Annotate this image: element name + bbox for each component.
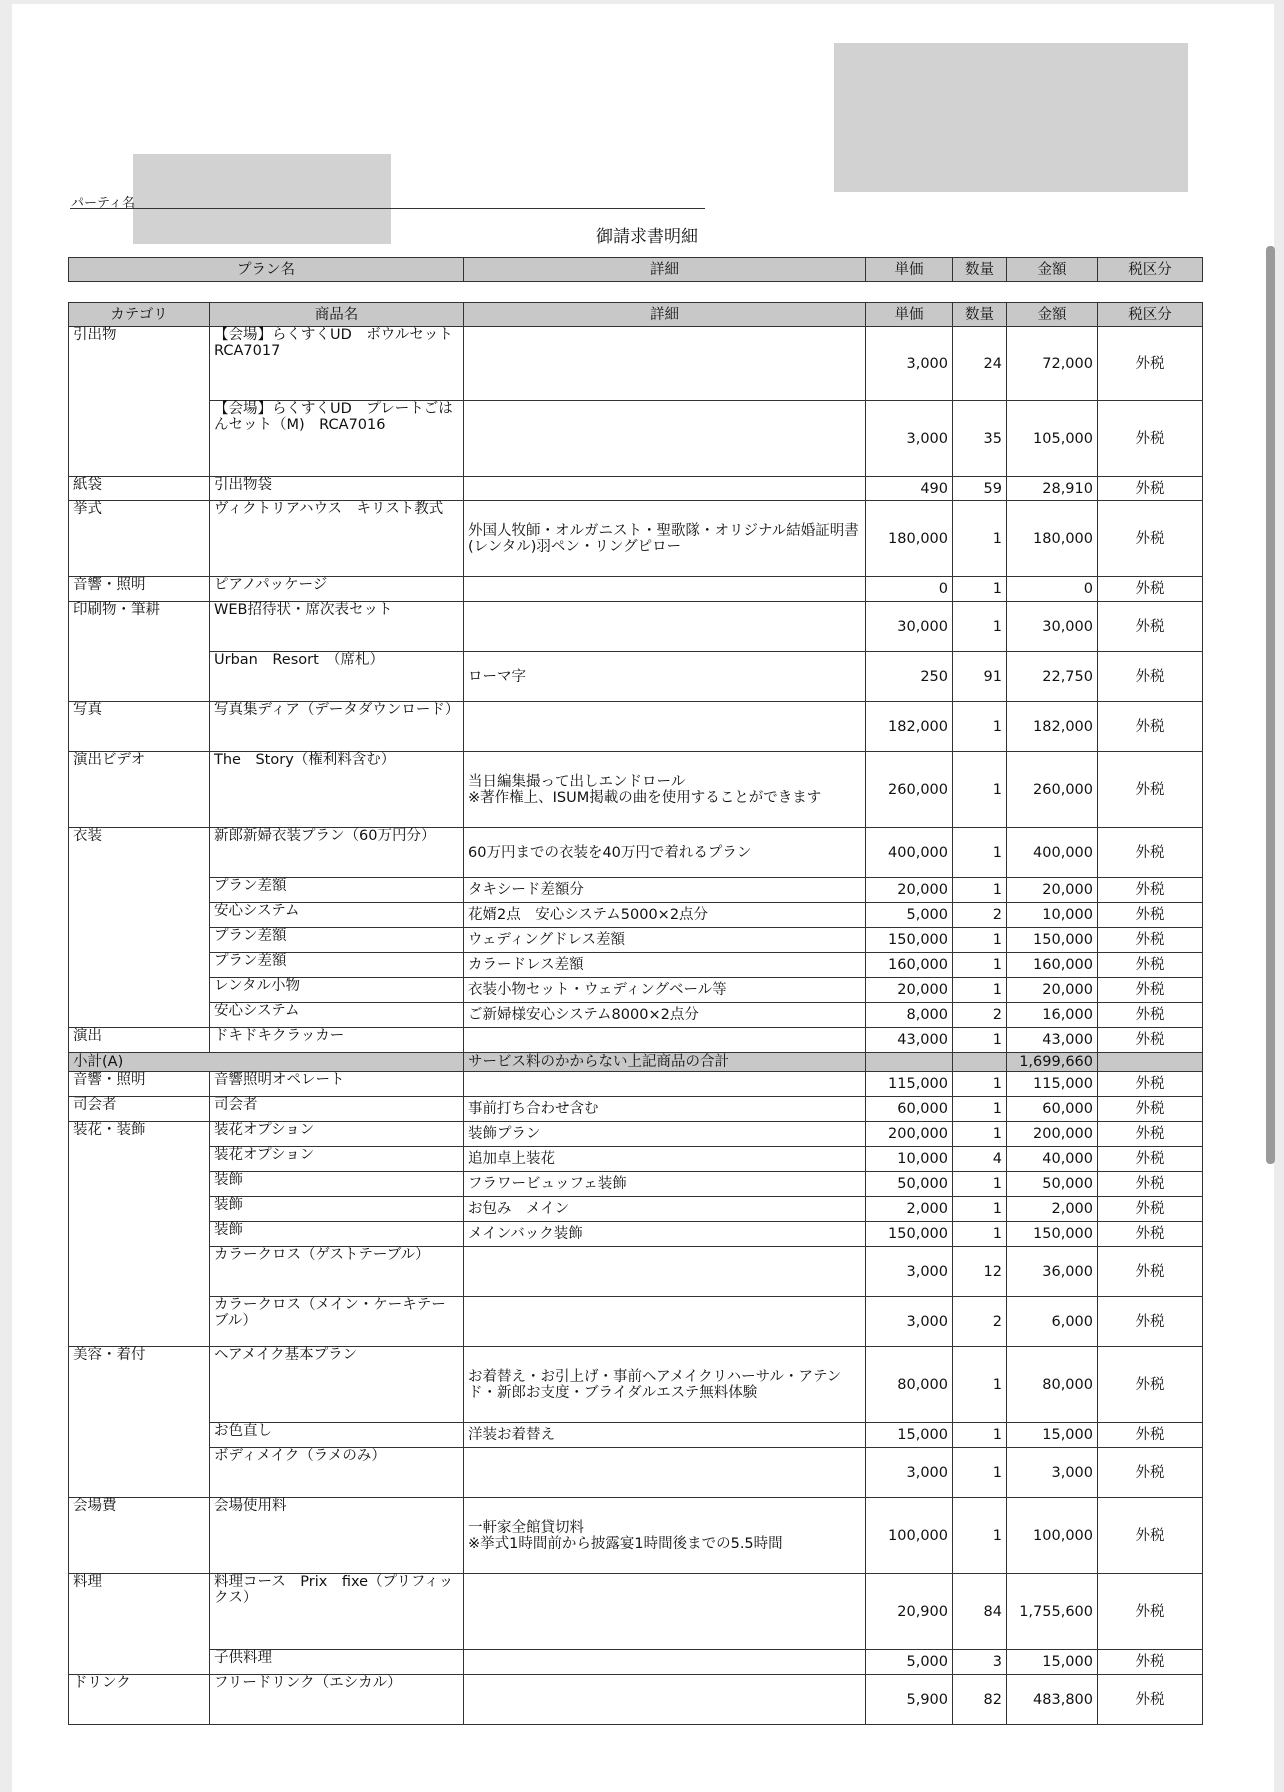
plan-header-cell: 税区分 [1098, 258, 1203, 282]
unit-price-cell: 115,000 [866, 1072, 953, 1097]
table-row [69, 1347, 1203, 1423]
tax-cell: 外税 [1098, 1448, 1203, 1498]
category-cell [69, 903, 210, 928]
item-name-cell: カラークロス（ゲストテーブル） [210, 1247, 464, 1297]
tax-cell: 外税 [1098, 1172, 1203, 1197]
category-cell: 衣装 [69, 828, 210, 878]
quantity-cell: 1 [953, 702, 1007, 752]
party-name-underline [70, 208, 705, 209]
table-row [69, 652, 1203, 702]
tax-cell: 外税 [1098, 903, 1203, 928]
table-row [69, 1498, 1203, 1574]
table-row [69, 602, 1203, 652]
table-row [69, 928, 1203, 953]
amount-cell: 160,000 [1007, 953, 1098, 978]
unit-price-cell: 5,000 [866, 1650, 953, 1675]
item-name-cell: 装花オプション [210, 1147, 464, 1172]
detail-cell [464, 1574, 866, 1650]
tax-cell: 外税 [1098, 1247, 1203, 1297]
amount-cell: 50,000 [1007, 1172, 1098, 1197]
item-name-cell: ヘアメイク基本プラン [210, 1347, 464, 1423]
unit-price-cell: 20,900 [866, 1574, 953, 1650]
quantity-cell: 91 [953, 652, 1007, 702]
items-header-cell: 商品名 [210, 303, 464, 327]
tax-cell: 外税 [1098, 1122, 1203, 1147]
table-row [69, 1247, 1203, 1297]
table-row [69, 752, 1203, 828]
table-row [69, 1097, 1203, 1122]
table-row [69, 903, 1203, 928]
item-name-cell: The Story（権利料含む） [210, 752, 464, 828]
plan-header-cell: 金額 [1007, 258, 1098, 282]
table-row [69, 1003, 1203, 1028]
unit-price-cell: 3,000 [866, 1247, 953, 1297]
quantity-cell: 1 [953, 752, 1007, 828]
plan-header-cell: 単価 [866, 258, 953, 282]
plan-header-row [69, 258, 1203, 282]
items-header-cell: カテゴリ [69, 303, 210, 327]
quantity-cell: 1 [953, 1172, 1007, 1197]
item-name-cell: 安心システム [210, 903, 464, 928]
category-cell [69, 953, 210, 978]
table-row [69, 1574, 1203, 1650]
detail-cell: 花婿2点 安心システム5000×2点分 [464, 903, 866, 928]
item-name-cell: カラークロス（メイン・ケーキテーブル） [210, 1297, 464, 1347]
item-name-cell: 装飾 [210, 1197, 464, 1222]
document-title: 御請求書明細 [596, 227, 698, 247]
item-name-cell: 新郎新婦衣装プラン（60万円分） [210, 828, 464, 878]
amount-cell: 115,000 [1007, 1072, 1098, 1097]
items-table [68, 302, 1203, 1725]
tax-cell: 外税 [1098, 652, 1203, 702]
amount-cell: 16,000 [1007, 1003, 1098, 1028]
table-row [69, 1072, 1203, 1097]
tax-cell: 外税 [1098, 1347, 1203, 1423]
item-name-cell: 料理コース Prix fixe（プリフィックス） [210, 1574, 464, 1650]
amount-cell: 10,000 [1007, 903, 1098, 928]
category-cell: 装花・装飾 [69, 1122, 210, 1147]
quantity-cell: 2 [953, 1003, 1007, 1028]
detail-cell: ご新婦様安心システム8000×2点分 [464, 1003, 866, 1028]
unit-price-cell: 2,000 [866, 1197, 953, 1222]
unit-price-cell: 20,000 [866, 978, 953, 1003]
quantity-cell: 1 [953, 1498, 1007, 1574]
detail-cell: ローマ字 [464, 652, 866, 702]
item-name-cell: 装花オプション [210, 1122, 464, 1147]
amount-cell: 20,000 [1007, 978, 1098, 1003]
unit-price-cell: 15,000 [866, 1423, 953, 1448]
unit-price-cell: 3,000 [866, 1297, 953, 1347]
category-cell: 引出物 [69, 327, 210, 401]
plan-table [68, 257, 1203, 282]
item-name-cell: WEB招待状・席次表セット [210, 602, 464, 652]
category-cell [69, 978, 210, 1003]
detail-cell [464, 1675, 866, 1725]
subtotal-label: 小計(A) [69, 1053, 464, 1072]
tax-cell: 外税 [1098, 702, 1203, 752]
subtotal-empty [1098, 1053, 1203, 1072]
amount-cell: 182,000 [1007, 702, 1098, 752]
table-row [69, 1197, 1203, 1222]
plan-header-cell: 詳細 [464, 258, 866, 282]
detail-cell [464, 1650, 866, 1675]
table-row [69, 577, 1203, 602]
item-name-cell: 写真集ディア（データダウンロード） [210, 702, 464, 752]
item-name-cell: レンタル小物 [210, 978, 464, 1003]
quantity-cell: 4 [953, 1147, 1007, 1172]
detail-cell [464, 1247, 866, 1297]
table-row [69, 1028, 1203, 1053]
item-name-cell: ドキドキクラッカー [210, 1028, 464, 1053]
tax-cell: 外税 [1098, 1097, 1203, 1122]
item-name-cell: ヴィクトリアハウス キリスト教式 [210, 501, 464, 577]
unit-price-cell: 200,000 [866, 1122, 953, 1147]
category-cell: 挙式 [69, 501, 210, 577]
quantity-cell: 1 [953, 501, 1007, 577]
table-row [69, 953, 1203, 978]
tax-cell: 外税 [1098, 828, 1203, 878]
category-cell: 写真 [69, 702, 210, 752]
tax-cell: 外税 [1098, 401, 1203, 477]
detail-cell: ウェディングドレス差額 [464, 928, 866, 953]
detail-cell [464, 1028, 866, 1053]
unit-price-cell: 10,000 [866, 1147, 953, 1172]
tax-cell: 外税 [1098, 577, 1203, 602]
detail-cell [464, 477, 866, 501]
unit-price-cell: 490 [866, 477, 953, 501]
amount-cell: 1,755,600 [1007, 1574, 1098, 1650]
detail-cell [464, 327, 866, 401]
quantity-cell: 1 [953, 828, 1007, 878]
subtotal-detail: サービス料のかからない上記商品の合計 [464, 1053, 866, 1072]
table-row [69, 702, 1203, 752]
category-cell: 演出ビデオ [69, 752, 210, 828]
tax-cell: 外税 [1098, 1222, 1203, 1247]
amount-cell: 150,000 [1007, 1222, 1098, 1247]
item-name-cell: 装飾 [210, 1222, 464, 1247]
tax-cell: 外税 [1098, 477, 1203, 501]
unit-price-cell: 80,000 [866, 1347, 953, 1423]
quantity-cell: 1 [953, 1097, 1007, 1122]
amount-cell: 30,000 [1007, 602, 1098, 652]
unit-price-cell: 3,000 [866, 1448, 953, 1498]
tax-cell: 外税 [1098, 1675, 1203, 1725]
amount-cell: 72,000 [1007, 327, 1098, 401]
table-row [69, 327, 1203, 401]
unit-price-cell: 43,000 [866, 1028, 953, 1053]
table-row [69, 1122, 1203, 1147]
unit-price-cell: 400,000 [866, 828, 953, 878]
amount-cell: 180,000 [1007, 501, 1098, 577]
table-row [69, 978, 1203, 1003]
item-name-cell: プラン差額 [210, 953, 464, 978]
unit-price-cell: 100,000 [866, 1498, 953, 1574]
item-name-cell: お色直し [210, 1423, 464, 1448]
amount-cell: 200,000 [1007, 1122, 1098, 1147]
detail-cell: フラワービュッフェ装飾 [464, 1172, 866, 1197]
detail-cell [464, 577, 866, 602]
item-name-cell: 引出物袋 [210, 477, 464, 501]
detail-cell: 装飾プラン [464, 1122, 866, 1147]
detail-cell: 一軒家全館貸切料 ※挙式1時間前から披露宴1時間後までの5.5時間 [464, 1498, 866, 1574]
item-name-cell: 音響照明オペレート [210, 1072, 464, 1097]
tax-cell: 外税 [1098, 1297, 1203, 1347]
amount-cell: 400,000 [1007, 828, 1098, 878]
unit-price-cell: 60,000 [866, 1097, 953, 1122]
detail-cell: 60万円までの衣装を40万円で着れるプラン [464, 828, 866, 878]
table-row [69, 878, 1203, 903]
unit-price-cell: 30,000 [866, 602, 953, 652]
table-row [69, 1423, 1203, 1448]
quantity-cell: 2 [953, 903, 1007, 928]
item-name-cell: 装飾 [210, 1172, 464, 1197]
table-row [69, 1675, 1203, 1725]
tax-cell: 外税 [1098, 1072, 1203, 1097]
item-name-cell: ピアノパッケージ [210, 577, 464, 602]
quantity-cell: 59 [953, 477, 1007, 501]
category-cell [69, 1003, 210, 1028]
amount-cell: 15,000 [1007, 1423, 1098, 1448]
category-cell: 美容・着付 [69, 1347, 210, 1423]
quantity-cell: 1 [953, 953, 1007, 978]
detail-cell: お着替え・お引上げ・事前ヘアメイクリハーサル・アテンド・新郎お支度・ブライダルエステ無料体験 [464, 1347, 866, 1423]
quantity-cell: 1 [953, 928, 1007, 953]
quantity-cell: 82 [953, 1675, 1007, 1725]
category-cell [69, 1650, 210, 1675]
amount-cell: 150,000 [1007, 928, 1098, 953]
amount-cell: 36,000 [1007, 1247, 1098, 1297]
items-header-cell: 金額 [1007, 303, 1098, 327]
quantity-cell: 1 [953, 577, 1007, 602]
detail-cell: 事前打ち合わせ含む [464, 1097, 866, 1122]
tax-cell: 外税 [1098, 327, 1203, 401]
quantity-cell: 84 [953, 1574, 1007, 1650]
party-name-label: パーティ名 [71, 196, 135, 211]
table-row [69, 1448, 1203, 1498]
unit-price-cell: 5,900 [866, 1675, 953, 1725]
amount-cell: 40,000 [1007, 1147, 1098, 1172]
quantity-cell: 1 [953, 1423, 1007, 1448]
detail-cell [464, 1072, 866, 1097]
items-header-cell: 数量 [953, 303, 1007, 327]
tax-cell: 外税 [1098, 1498, 1203, 1574]
detail-cell: 当日編集撮って出しエンドロール ※著作権上、ISUM掲載の曲を使用することができます [464, 752, 866, 828]
tax-cell: 外税 [1098, 928, 1203, 953]
quantity-cell: 1 [953, 1028, 1007, 1053]
unit-price-cell: 180,000 [866, 501, 953, 577]
item-name-cell: 【会場】らくすくUD プレートごはんセット（M) RCA7016 [210, 401, 464, 477]
category-cell [69, 1448, 210, 1498]
detail-cell: タキシード差額分 [464, 878, 866, 903]
tax-cell: 外税 [1098, 752, 1203, 828]
table-row [69, 1297, 1203, 1347]
amount-cell: 0 [1007, 577, 1098, 602]
category-cell [69, 928, 210, 953]
category-cell [69, 1247, 210, 1297]
category-cell: 音響・照明 [69, 577, 210, 602]
detail-cell [464, 602, 866, 652]
tax-cell: 外税 [1098, 1423, 1203, 1448]
quantity-cell: 24 [953, 327, 1007, 401]
items-header-row [69, 303, 1203, 327]
item-name-cell: 安心システム [210, 1003, 464, 1028]
tax-cell: 外税 [1098, 1197, 1203, 1222]
detail-cell: 追加卓上装花 [464, 1147, 866, 1172]
quantity-cell: 1 [953, 978, 1007, 1003]
detail-cell: 外国人牧師・オルガニスト・聖歌隊・オリジナル結婚証明書(レンタル)羽ペン・リングピロー [464, 501, 866, 577]
category-cell: 司会者 [69, 1097, 210, 1122]
item-name-cell: フリードリンク（エシカル） [210, 1675, 464, 1725]
unit-price-cell: 5,000 [866, 903, 953, 928]
category-cell [69, 1423, 210, 1448]
amount-cell: 28,910 [1007, 477, 1098, 501]
detail-cell: カラードレス差額 [464, 953, 866, 978]
table-row [69, 477, 1203, 501]
tax-cell: 外税 [1098, 1147, 1203, 1172]
detail-cell [464, 1297, 866, 1347]
detail-cell: 衣装小物セット・ウェディングベール等 [464, 978, 866, 1003]
items-header-cell: 単価 [866, 303, 953, 327]
amount-cell: 60,000 [1007, 1097, 1098, 1122]
quantity-cell: 3 [953, 1650, 1007, 1675]
table-row [69, 828, 1203, 878]
category-cell [69, 1197, 210, 1222]
items-header-cell: 税区分 [1098, 303, 1203, 327]
detail-cell [464, 401, 866, 477]
subtotal-row [69, 1053, 1203, 1072]
amount-cell: 22,750 [1007, 652, 1098, 702]
category-cell: 印刷物・筆耕 [69, 602, 210, 652]
category-cell [69, 401, 210, 477]
category-cell: 紙袋 [69, 477, 210, 501]
subtotal-amount: 1,699,660 [1007, 1053, 1098, 1072]
unit-price-cell: 250 [866, 652, 953, 702]
tax-cell: 外税 [1098, 978, 1203, 1003]
unit-price-cell: 20,000 [866, 878, 953, 903]
category-cell: 音響・照明 [69, 1072, 210, 1097]
quantity-cell: 1 [953, 1448, 1007, 1498]
category-cell [69, 878, 210, 903]
subtotal-empty [866, 1053, 953, 1072]
items-header-cell: 詳細 [464, 303, 866, 327]
category-cell: ドリンク [69, 1675, 210, 1725]
item-name-cell: プラン差額 [210, 878, 464, 903]
unit-price-cell: 3,000 [866, 401, 953, 477]
table-row [69, 1222, 1203, 1247]
category-cell [69, 1222, 210, 1247]
table-row [69, 1147, 1203, 1172]
amount-cell: 2,000 [1007, 1197, 1098, 1222]
quantity-cell: 1 [953, 1072, 1007, 1097]
category-cell [69, 652, 210, 702]
amount-cell: 260,000 [1007, 752, 1098, 828]
detail-cell: お包み メイン [464, 1197, 866, 1222]
amount-cell: 20,000 [1007, 878, 1098, 903]
tax-cell: 外税 [1098, 878, 1203, 903]
plan-header-cell: 数量 [953, 258, 1007, 282]
quantity-cell: 1 [953, 1222, 1007, 1247]
category-cell [69, 1297, 210, 1347]
amount-cell: 483,800 [1007, 1675, 1098, 1725]
unit-price-cell: 50,000 [866, 1172, 953, 1197]
tax-cell: 外税 [1098, 602, 1203, 652]
quantity-cell: 1 [953, 1122, 1007, 1147]
item-name-cell: ボディメイク（ラメのみ） [210, 1448, 464, 1498]
detail-cell: メインバック装飾 [464, 1222, 866, 1247]
tax-cell: 外税 [1098, 1028, 1203, 1053]
amount-cell: 3,000 [1007, 1448, 1098, 1498]
item-name-cell: 子供料理 [210, 1650, 464, 1675]
table-row [69, 501, 1203, 577]
amount-cell: 80,000 [1007, 1347, 1098, 1423]
amount-cell: 6,000 [1007, 1297, 1098, 1347]
item-name-cell: 会場使用料 [210, 1498, 464, 1574]
quantity-cell: 35 [953, 401, 1007, 477]
unit-price-cell: 150,000 [866, 1222, 953, 1247]
amount-cell: 43,000 [1007, 1028, 1098, 1053]
redacted-block-top-right [834, 43, 1188, 192]
item-name-cell: 司会者 [210, 1097, 464, 1122]
quantity-cell: 1 [953, 1197, 1007, 1222]
amount-cell: 105,000 [1007, 401, 1098, 477]
item-name-cell: Urban Resort （席札） [210, 652, 464, 702]
category-cell [69, 1172, 210, 1197]
unit-price-cell: 0 [866, 577, 953, 602]
amount-cell: 15,000 [1007, 1650, 1098, 1675]
category-cell: 演出 [69, 1028, 210, 1053]
table-row [69, 1650, 1203, 1675]
plan-header-cell: プラン名 [69, 258, 464, 282]
quantity-cell: 1 [953, 878, 1007, 903]
tax-cell: 外税 [1098, 1574, 1203, 1650]
quantity-cell: 1 [953, 1347, 1007, 1423]
unit-price-cell: 150,000 [866, 928, 953, 953]
category-cell [69, 1147, 210, 1172]
unit-price-cell: 3,000 [866, 327, 953, 401]
scrollbar[interactable] [1266, 246, 1275, 1164]
tax-cell: 外税 [1098, 1650, 1203, 1675]
detail-cell [464, 1448, 866, 1498]
amount-cell: 100,000 [1007, 1498, 1098, 1574]
unit-price-cell: 182,000 [866, 702, 953, 752]
tax-cell: 外税 [1098, 1003, 1203, 1028]
tax-cell: 外税 [1098, 501, 1203, 577]
quantity-cell: 1 [953, 602, 1007, 652]
item-name-cell: プラン差額 [210, 928, 464, 953]
table-row [69, 401, 1203, 477]
unit-price-cell: 8,000 [866, 1003, 953, 1028]
item-name-cell: 【会場】らくすくUD ボウルセット RCA7017 [210, 327, 464, 401]
detail-cell: 洋装お着替え [464, 1423, 866, 1448]
detail-cell [464, 702, 866, 752]
quantity-cell: 12 [953, 1247, 1007, 1297]
unit-price-cell: 160,000 [866, 953, 953, 978]
table-row [69, 1172, 1203, 1197]
unit-price-cell: 260,000 [866, 752, 953, 828]
tax-cell: 外税 [1098, 953, 1203, 978]
category-cell: 会場費 [69, 1498, 210, 1574]
subtotal-empty [953, 1053, 1007, 1072]
quantity-cell: 2 [953, 1297, 1007, 1347]
category-cell: 料理 [69, 1574, 210, 1650]
